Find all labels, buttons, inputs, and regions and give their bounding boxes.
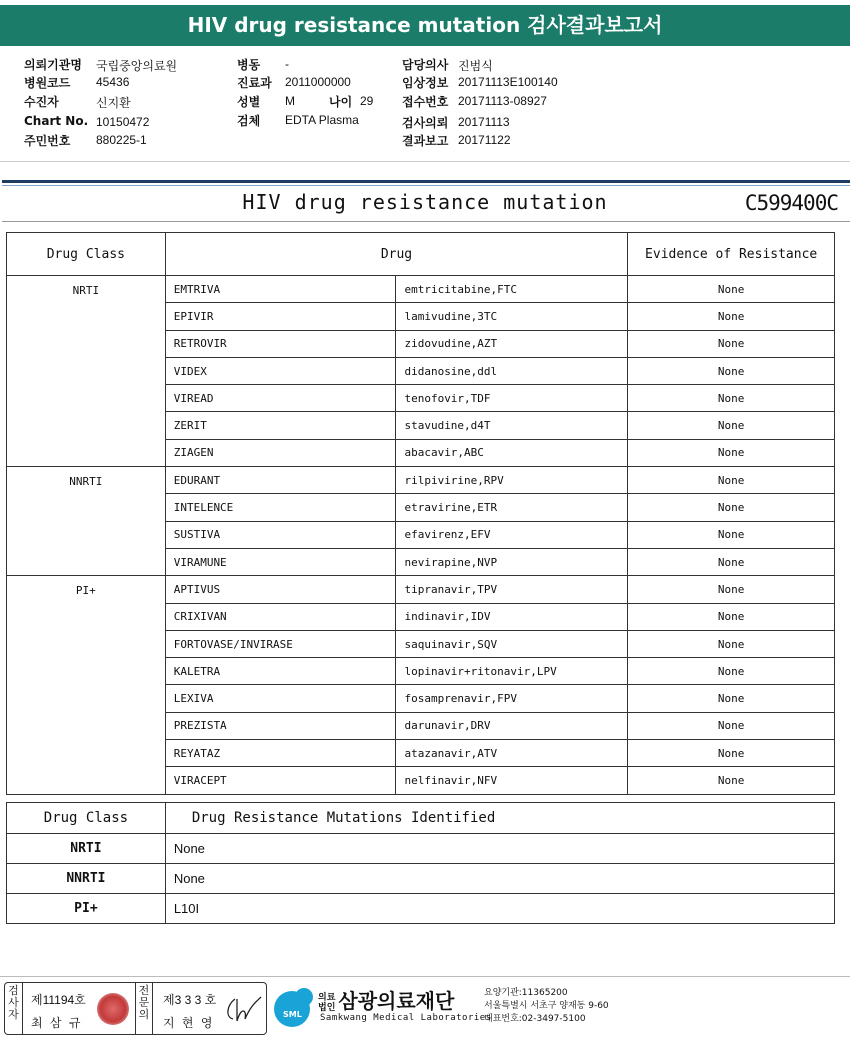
report-title: HIV drug resistance mutation 검사결과보고서 [0, 5, 850, 46]
table-row [7, 467, 835, 494]
evidence-cell: None [628, 712, 835, 739]
header-drug-class: Drug Class [7, 803, 166, 834]
table-row [7, 864, 835, 894]
drug-class-cell: PI+ [7, 894, 166, 924]
signature-icon [223, 995, 263, 1025]
brand-name-cell: ZIAGEN [165, 439, 396, 466]
specialist-label: 전 문 의 [135, 983, 153, 1034]
address-line: 서울특별시 서초구 양재동 9-60 [484, 1001, 609, 1011]
drug-class-cell: NNRTI [7, 467, 166, 576]
info-value: 진범식 [458, 59, 493, 73]
generic-name-cell: zidovudine,AZT [396, 330, 628, 357]
header-drug: Drug [165, 233, 628, 276]
info-label: 담당의사 [402, 58, 449, 72]
mutations-cell: None [165, 864, 834, 894]
evidence-cell: None [628, 740, 835, 767]
generic-name-cell: efavirenz,EFV [396, 521, 628, 548]
address-line: 요양기관:11365200 [484, 988, 568, 998]
table-row [7, 894, 835, 924]
mutations-cell: None [165, 834, 834, 864]
info-label: 검사의뢰 [402, 116, 449, 130]
evidence-cell: None [628, 685, 835, 712]
specialist-number: 제3 3 3 호 [163, 993, 217, 1007]
generic-name-cell: indinavir,IDV [396, 603, 628, 630]
drug-class-cell: NRTI [7, 276, 166, 467]
evidence-cell: None [628, 576, 835, 603]
evidence-cell: None [628, 467, 835, 494]
brand-name-cell: VIDEX [165, 357, 396, 384]
info-value: 880225-1 [96, 133, 147, 147]
generic-name-cell: rilpivirine,RPV [396, 467, 628, 494]
table-header-row [7, 803, 835, 834]
generic-name-cell: saquinavir,SQV [396, 630, 628, 657]
brand-name-cell: EPIVIR [165, 303, 396, 330]
drug-class-cell: PI+ [7, 576, 166, 794]
drug-class-cell: NNRTI [7, 864, 166, 894]
info-value: 신지환 [96, 96, 131, 110]
info-value: 45436 [96, 75, 130, 89]
brand-name-cell: VIRAMUNE [165, 548, 396, 575]
info-value: 2011000000 [285, 75, 351, 89]
header-evidence: Evidence of Resistance [628, 233, 835, 276]
info-label: 병원코드 [24, 76, 71, 90]
generic-name-cell: abacavir,ABC [396, 439, 628, 466]
section-rule [2, 180, 850, 183]
brand-name-cell: FORTOVASE/INVIRASE [165, 630, 396, 657]
brand-name-cell: EDURANT [165, 467, 396, 494]
info-value: 국립중앙의료원 [96, 59, 178, 73]
brand-name-cell: VIREAD [165, 385, 396, 412]
evidence-cell: None [628, 385, 835, 412]
brand-name-cell: VIRACEPT [165, 767, 396, 794]
generic-name-cell: darunavir,DRV [396, 712, 628, 739]
brand-name-cell: KALETRA [165, 658, 396, 685]
evidence-cell: None [628, 439, 835, 466]
info-label: 결과보고 [402, 134, 449, 148]
evidence-cell: None [628, 658, 835, 685]
section-title: HIV drug resistance mutation [242, 190, 608, 214]
evidence-cell: None [628, 767, 835, 794]
info-label: 의뢰기관명 [24, 58, 82, 72]
generic-name-cell: nevirapine,NVP [396, 548, 628, 575]
age-value: 29 [360, 94, 374, 108]
brand-name-cell: PREZISTA [165, 712, 396, 739]
generic-name-cell: etravirine,ETR [396, 494, 628, 521]
patient-info [0, 52, 850, 160]
brand-name-cell: LEXIVA [165, 685, 396, 712]
generic-name-cell: nelfinavir,NFV [396, 767, 628, 794]
examiner-label: 검 사 자 [5, 983, 23, 1034]
info-value: 20171122 [458, 133, 511, 147]
generic-name-cell: tipranavir,TPV [396, 576, 628, 603]
info-value: 10150472 [96, 115, 150, 129]
evidence-cell: None [628, 603, 835, 630]
mutations-cell: L10I [165, 894, 834, 924]
evidence-cell: None [628, 630, 835, 657]
section-rule-light [2, 185, 850, 186]
mutations-table [6, 802, 835, 924]
info-value: - [285, 57, 289, 71]
generic-name-cell: lopinavir+ritonavir,LPV [396, 658, 628, 685]
logo-text: SML [283, 1010, 302, 1019]
info-value: 20171113E100140 [458, 75, 558, 89]
evidence-cell: None [628, 521, 835, 548]
table-row [7, 576, 835, 603]
organization-block [272, 983, 847, 1033]
generic-name-cell: fosamprenavir,FPV [396, 685, 628, 712]
generic-name-cell: stavudine,d4T [396, 412, 628, 439]
test-code: C599400C [744, 191, 838, 215]
info-label: 임상정보 [402, 76, 449, 90]
info-label: 진료과 [237, 76, 272, 90]
brand-name-cell: REYATAZ [165, 740, 396, 767]
evidence-cell: None [628, 330, 835, 357]
evidence-cell: None [628, 412, 835, 439]
generic-name-cell: lamivudine,3TC [396, 303, 628, 330]
brand-name-cell: CRIXIVAN [165, 603, 396, 630]
table-row [7, 834, 835, 864]
signature-box [4, 982, 267, 1035]
info-value: 20171113-08927 [458, 94, 547, 108]
brand-name-cell: ZERIT [165, 412, 396, 439]
generic-name-cell: didanosine,ddl [396, 357, 628, 384]
generic-name-cell: tenofovir,TDF [396, 385, 628, 412]
evidence-cell: None [628, 357, 835, 384]
org-english-name: Samkwang Medical Laboratories [320, 1013, 492, 1023]
org-address [484, 987, 609, 1026]
examiner-name: 최 삼 규 [31, 1016, 83, 1030]
brand-name-cell: RETROVIR [165, 330, 396, 357]
header-mutations: Drug Resistance Mutations Identified [165, 803, 834, 834]
address-line: 대표번호:02-3497-5100 [484, 1014, 586, 1024]
header-drug-class: Drug Class [7, 233, 166, 276]
info-label: 검체 [237, 114, 261, 128]
evidence-cell: None [628, 548, 835, 575]
info-label: Chart No. [24, 114, 89, 128]
info-value: EDTA Plasma [285, 113, 359, 127]
evidence-cell: None [628, 303, 835, 330]
info-label: 수진자 [24, 95, 59, 109]
brand-name-cell: INTELENCE [165, 494, 396, 521]
sml-logo-icon [272, 985, 316, 1029]
info-label: 접수번호 [402, 95, 449, 109]
table-row [7, 276, 835, 303]
footer-divider [0, 976, 850, 977]
info-value: 20171113 [458, 115, 510, 129]
seal-stamp-icon [97, 993, 129, 1025]
evidence-cell: None [628, 276, 835, 303]
drug-class-cell: NRTI [7, 834, 166, 864]
age-label: 나이 [329, 95, 353, 109]
generic-name-cell: emtricitabine,FTC [396, 276, 628, 303]
drug-resistance-table [6, 232, 835, 795]
brand-name-cell: EMTRIVA [165, 276, 396, 303]
brand-name-cell: APTIVUS [165, 576, 396, 603]
examiner-number: 제11194호 [31, 993, 86, 1007]
brand-name-cell: SUSTIVA [165, 521, 396, 548]
info-label: 주민번호 [24, 134, 71, 148]
generic-name-cell: atazanavir,ATV [396, 740, 628, 767]
org-name: 의료 법인 삼광의료재단 [318, 989, 455, 1013]
info-label: 성별 [237, 95, 261, 109]
specialist-name: 지 현 영 [163, 1016, 215, 1030]
section-subrule [2, 221, 850, 222]
info-value: M [285, 94, 295, 108]
info-label: 병동 [237, 58, 261, 72]
table-header-row [7, 233, 835, 276]
evidence-cell: None [628, 494, 835, 521]
info-divider [0, 161, 850, 162]
